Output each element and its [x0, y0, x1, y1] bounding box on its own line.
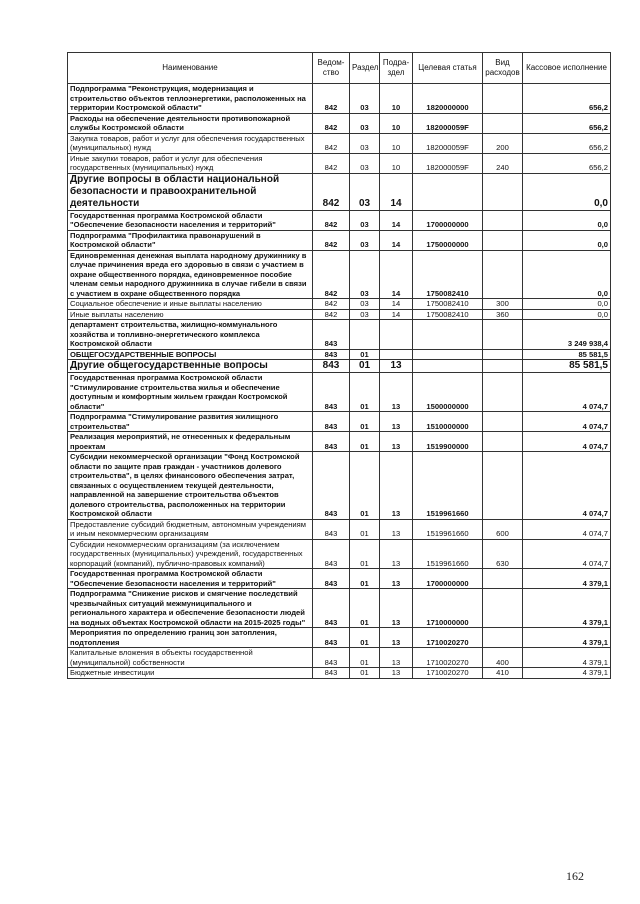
cell-department: 842 — [313, 230, 350, 250]
cell-department: 843 — [313, 360, 350, 373]
cell-expense-kind — [483, 173, 523, 210]
cell-target-article — [413, 349, 483, 360]
cell-section: 01 — [350, 412, 380, 432]
table-row — [68, 309, 611, 320]
header-department: Ведом-ство — [313, 53, 350, 84]
cell-expense-kind: 300 — [483, 299, 523, 310]
cell-department: 843 — [313, 569, 350, 589]
cell-cash-execution: 0,0 — [523, 173, 611, 210]
cell-section: 01 — [350, 373, 380, 412]
cell-cash-execution: 0,0 — [523, 230, 611, 250]
cell-name: Предоставление субсидий бюджетным, автономным учреждениям и иным некоммерческим организациям — [68, 519, 313, 539]
cell-section: 03 — [350, 230, 380, 250]
table-row — [68, 519, 611, 539]
cell-section: 03 — [350, 309, 380, 320]
table-row — [68, 360, 611, 373]
cell-name: Другие общегосударственные вопросы — [68, 360, 313, 373]
cell-section — [350, 320, 380, 350]
cell-subsection: 13 — [380, 452, 413, 520]
cell-target-article: 1700000000 — [413, 210, 483, 230]
cell-department: 842 — [313, 84, 350, 114]
cell-target-article: 1710020270 — [413, 628, 483, 648]
table-row — [68, 299, 611, 310]
cell-department: 842 — [313, 309, 350, 320]
table-row — [68, 84, 611, 114]
cell-cash-execution: 0,0 — [523, 210, 611, 230]
cell-name: департамент строительства, жилищно-коммунального хозяйства и топливно-энергетического комплекса Костромской области — [68, 320, 313, 350]
cell-expense-kind: 400 — [483, 648, 523, 668]
cell-subsection: 10 — [380, 84, 413, 114]
cell-department: 842 — [313, 210, 350, 230]
cell-expense-kind: 360 — [483, 309, 523, 320]
table-row — [68, 153, 611, 173]
cell-department: 843 — [313, 320, 350, 350]
cell-target-article: 1519900000 — [413, 432, 483, 452]
table-row — [68, 589, 611, 628]
cell-subsection: 10 — [380, 113, 413, 133]
cell-expense-kind — [483, 349, 523, 360]
cell-section: 03 — [350, 299, 380, 310]
cell-section: 01 — [350, 432, 380, 452]
table-row — [68, 628, 611, 648]
cell-name: Расходы на обеспечение деятельности противопожарной службы Костромской области — [68, 113, 313, 133]
cell-subsection: 13 — [380, 628, 413, 648]
cell-subsection: 13 — [380, 589, 413, 628]
cell-cash-execution: 0,0 — [523, 299, 611, 310]
cell-section: 01 — [350, 648, 380, 668]
table-row — [68, 250, 611, 299]
cell-section: 03 — [350, 84, 380, 114]
table-row — [68, 349, 611, 360]
cell-subsection: 13 — [380, 569, 413, 589]
cell-name: Мероприятия по определению границ зон затопления, подтопления — [68, 628, 313, 648]
cell-expense-kind: 240 — [483, 153, 523, 173]
cell-cash-execution: 3 249 938,4 — [523, 320, 611, 350]
cell-department: 842 — [313, 299, 350, 310]
table-row — [68, 668, 611, 679]
cell-target-article: 1510000000 — [413, 412, 483, 432]
cell-department: 843 — [313, 589, 350, 628]
cell-name: ОБЩЕГОСУДАРСТВЕННЫЕ ВОПРОСЫ — [68, 349, 313, 360]
cell-name: Государственная программа Костромской области "Обеспечение безопасности населения и территорий" — [68, 210, 313, 230]
cell-department: 843 — [313, 432, 350, 452]
cell-expense-kind: 600 — [483, 519, 523, 539]
table-row — [68, 648, 611, 668]
cell-subsection: 14 — [380, 173, 413, 210]
cell-cash-execution: 4 074,7 — [523, 412, 611, 432]
cell-subsection: 13 — [380, 360, 413, 373]
cell-department: 843 — [313, 539, 350, 569]
cell-department: 842 — [313, 173, 350, 210]
cell-subsection: 13 — [380, 519, 413, 539]
cell-cash-execution: 656,2 — [523, 133, 611, 153]
cell-section: 01 — [350, 360, 380, 373]
cell-cash-execution: 0,0 — [523, 250, 611, 299]
cell-name: Субсидии некоммерческой организации "Фонд Костромской области по защите прав граждан - участников долевого строительства", в целях финансового обеспечения затрат, связанных с осуществлением текущей деятельности, направленной на завершение строительства объектов долевого строительства, расположенных на территории Костромской области — [68, 452, 313, 520]
table-row — [68, 133, 611, 153]
cell-name: Субсидии некоммерческим организациям (за исключением государственных (муниципальных) учреждений, государственных корпораций (компаний), публично-правовых компаний) — [68, 539, 313, 569]
cell-expense-kind — [483, 412, 523, 432]
cell-name: Закупка товаров, работ и услуг для обеспечения государственных (муниципальных) нужд — [68, 133, 313, 153]
cell-section: 01 — [350, 349, 380, 360]
cell-target-article: 1519961660 — [413, 539, 483, 569]
cell-target-article: 182000059F — [413, 153, 483, 173]
cell-cash-execution: 4 379,1 — [523, 648, 611, 668]
cell-target-article: 1750082410 — [413, 309, 483, 320]
cell-department: 843 — [313, 412, 350, 432]
cell-name: Реализация мероприятий, не отнесенных к федеральным проектам — [68, 432, 313, 452]
cell-subsection: 10 — [380, 153, 413, 173]
cell-expense-kind — [483, 432, 523, 452]
table-row — [68, 113, 611, 133]
table-row — [68, 432, 611, 452]
cell-expense-kind — [483, 452, 523, 520]
cell-section: 01 — [350, 539, 380, 569]
cell-section: 01 — [350, 628, 380, 648]
cell-cash-execution: 4 074,7 — [523, 452, 611, 520]
cell-cash-execution: 85 581,5 — [523, 360, 611, 373]
cell-target-article: 182000059F — [413, 133, 483, 153]
cell-name: Бюджетные инвестиции — [68, 668, 313, 679]
cell-name: Иные выплаты населению — [68, 309, 313, 320]
cell-cash-execution: 656,2 — [523, 113, 611, 133]
cell-section: 01 — [350, 589, 380, 628]
cell-expense-kind: 410 — [483, 668, 523, 679]
cell-expense-kind — [483, 373, 523, 412]
cell-target-article: 1500000000 — [413, 373, 483, 412]
table-row — [68, 569, 611, 589]
cell-expense-kind — [483, 360, 523, 373]
cell-cash-execution: 656,2 — [523, 153, 611, 173]
cell-subsection: 13 — [380, 668, 413, 679]
cell-subsection — [380, 349, 413, 360]
cell-name: Подпрограмма "Реконструкция, модернизация и строительство объектов теплоэнергетики, расположенных на территории Костромской области" — [68, 84, 313, 114]
cell-cash-execution: 4 074,7 — [523, 373, 611, 412]
cell-expense-kind — [483, 230, 523, 250]
cell-name: Подпрограмма "Профилактика правонарушений в Костромской области" — [68, 230, 313, 250]
cell-department: 842 — [313, 133, 350, 153]
cell-department: 842 — [313, 250, 350, 299]
table-row — [68, 230, 611, 250]
cell-expense-kind — [483, 589, 523, 628]
cell-cash-execution: 4 379,1 — [523, 668, 611, 679]
cell-subsection: 14 — [380, 230, 413, 250]
cell-department: 842 — [313, 113, 350, 133]
cell-expense-kind — [483, 320, 523, 350]
cell-subsection: 14 — [380, 210, 413, 230]
cell-subsection: 13 — [380, 373, 413, 412]
cell-target-article: 1710020270 — [413, 668, 483, 679]
cell-subsection: 13 — [380, 648, 413, 668]
cell-cash-execution: 4 074,7 — [523, 519, 611, 539]
cell-target-article: 182000059F — [413, 113, 483, 133]
header-section: Раздел — [350, 53, 380, 84]
cell-target-article — [413, 173, 483, 210]
cell-expense-kind — [483, 210, 523, 230]
cell-cash-execution: 85 581,5 — [523, 349, 611, 360]
cell-expense-kind — [483, 250, 523, 299]
cell-section: 01 — [350, 569, 380, 589]
table-row — [68, 210, 611, 230]
cell-department: 843 — [313, 519, 350, 539]
cell-cash-execution: 4 379,1 — [523, 589, 611, 628]
cell-subsection: 13 — [380, 432, 413, 452]
cell-name: Другие вопросы в области национальной безопасности и правоохранительной деятельности — [68, 173, 313, 210]
cell-expense-kind: 630 — [483, 539, 523, 569]
cell-cash-execution: 0,0 — [523, 309, 611, 320]
cell-department: 843 — [313, 668, 350, 679]
cell-target-article: 1519961660 — [413, 519, 483, 539]
cell-section: 01 — [350, 668, 380, 679]
cell-target-article: 1750000000 — [413, 230, 483, 250]
cell-target-article: 1750082410 — [413, 250, 483, 299]
table-row — [68, 539, 611, 569]
cell-cash-execution: 4 074,7 — [523, 539, 611, 569]
table-body — [68, 84, 611, 679]
cell-expense-kind: 200 — [483, 133, 523, 153]
table-header-row — [68, 53, 611, 84]
cell-expense-kind — [483, 569, 523, 589]
table-row — [68, 173, 611, 210]
header-target-article: Целевая статья — [413, 53, 483, 84]
cell-target-article: 1750082410 — [413, 299, 483, 310]
cell-department: 843 — [313, 648, 350, 668]
cell-section: 03 — [350, 113, 380, 133]
cell-cash-execution: 656,2 — [523, 84, 611, 114]
page-number: 162 — [566, 869, 584, 883]
cell-name: Капитальные вложения в объекты государственной (муниципальной) собственности — [68, 648, 313, 668]
cell-section: 01 — [350, 452, 380, 520]
table-row — [68, 320, 611, 350]
cell-name: Государственная программа Костромской области "Стимулирование строительства жилья и обеспечение доступным и комфортным жильем граждан Костромской области" — [68, 373, 313, 412]
cell-department: 843 — [313, 628, 350, 648]
cell-department: 843 — [313, 349, 350, 360]
cell-section: 03 — [350, 173, 380, 210]
cell-expense-kind — [483, 84, 523, 114]
cell-department: 842 — [313, 153, 350, 173]
cell-section: 03 — [350, 153, 380, 173]
cell-subsection: 13 — [380, 539, 413, 569]
cell-name: Единовременная денежная выплата народному дружиннику в случае причинения вреда его здоровью в связи с участием в охране общественного порядка, единовременное пособие членам семьи народного дружинника в случае гибели в связи с участием в охране общественного порядка — [68, 250, 313, 299]
cell-subsection: 10 — [380, 133, 413, 153]
cell-name: Подпрограмма "Стимулирование развития жилищного строительства" — [68, 412, 313, 432]
cell-expense-kind — [483, 628, 523, 648]
cell-expense-kind — [483, 113, 523, 133]
budget-table-page — [67, 52, 610, 679]
cell-section: 03 — [350, 210, 380, 230]
cell-target-article — [413, 320, 483, 350]
cell-target-article: 1519961660 — [413, 452, 483, 520]
header-expense-kind: Вид расходов — [483, 53, 523, 84]
cell-name: Иные закупки товаров, работ и услуг для обеспечения государственных (муниципальных) нужд — [68, 153, 313, 173]
table-row — [68, 412, 611, 432]
cell-subsection: 14 — [380, 250, 413, 299]
header-subsection: Подра-здел — [380, 53, 413, 84]
cell-subsection: 14 — [380, 299, 413, 310]
cell-name: Государственная программа Костромской области "Обеспечение безопасности населения и территорий" — [68, 569, 313, 589]
cell-target-article: 1700000000 — [413, 569, 483, 589]
cell-subsection — [380, 320, 413, 350]
cell-subsection: 13 — [380, 412, 413, 432]
cell-section: 03 — [350, 250, 380, 299]
table-row — [68, 452, 611, 520]
cell-target-article: 1710000000 — [413, 589, 483, 628]
header-cash-execution: Кассовое исполнение — [523, 53, 611, 84]
cell-subsection: 14 — [380, 309, 413, 320]
budget-table — [67, 52, 611, 679]
cell-cash-execution: 4 379,1 — [523, 569, 611, 589]
cell-target-article — [413, 360, 483, 373]
cell-section: 01 — [350, 519, 380, 539]
table-row — [68, 373, 611, 412]
cell-department: 843 — [313, 373, 350, 412]
cell-name: Социальное обеспечение и иные выплаты населению — [68, 299, 313, 310]
cell-name: Подпрограмма "Снижение рисков и смягчение последствий чрезвычайных ситуаций межмуниципального и регионального характера и обеспечение безопасности людей на водных объектах Костромской области на 2015-2025 годы" — [68, 589, 313, 628]
cell-department: 843 — [313, 452, 350, 520]
cell-cash-execution: 4 074,7 — [523, 432, 611, 452]
cell-section: 03 — [350, 133, 380, 153]
header-name: Наименование — [68, 53, 313, 84]
cell-target-article: 1710020270 — [413, 648, 483, 668]
cell-cash-execution: 4 379,1 — [523, 628, 611, 648]
cell-target-article: 1820000000 — [413, 84, 483, 114]
